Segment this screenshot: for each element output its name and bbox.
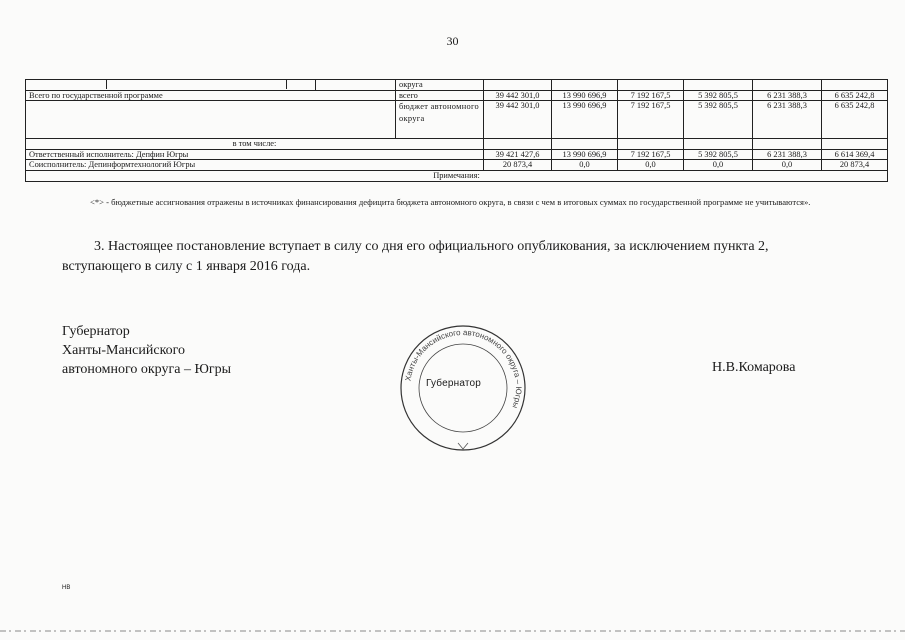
row-label: в том числе: [26, 139, 484, 150]
table-cell [618, 139, 684, 150]
table-cell: 7 192 167,5 [618, 149, 684, 160]
table-cell: 13 990 696,9 [552, 101, 618, 139]
row-label: Всего по государственной программе [26, 90, 396, 101]
signer-title-line: Губернатор [62, 324, 130, 339]
table-cell: 7 192 167,5 [618, 101, 684, 139]
table-row [26, 101, 888, 139]
signer-title [62, 322, 231, 379]
table-cell: 5 392 805,5 [684, 149, 753, 160]
table-cell: 0,0 [618, 160, 684, 171]
row-label: Соисполнитель: Депинформтехнологий Югры [26, 160, 484, 171]
table-row [26, 149, 888, 160]
row-label: Ответственный исполнитель: Депфин Югры [26, 149, 484, 160]
budget-table [25, 79, 888, 182]
notes-label: Примечания: [26, 170, 888, 181]
footnote: <*> - бюджетные ассигнования отражены в источниках финансирования дефицита бюджета автономного округа, в связи с чем в итоговых суммах по государственной программе не учитываются». [90, 197, 811, 207]
table-cell: 13 990 696,9 [552, 149, 618, 160]
row-label [26, 101, 396, 139]
seal-ring-text: Ханты-Мансийского автономного округа – Югры [403, 327, 524, 410]
table-cell: 5 392 805,5 [684, 90, 753, 101]
table-cell: 39 442 301,0 [484, 101, 552, 139]
signer-name: Н.В.Комарова [712, 360, 796, 375]
row-type: бюджет автономного округа [396, 101, 484, 139]
signer-title-line: автономного округа – Югры [62, 362, 231, 377]
table-cell: 0,0 [552, 160, 618, 171]
table-cell [753, 139, 822, 150]
table-row [26, 139, 888, 150]
table-cell: 13 990 696,9 [552, 90, 618, 101]
table-cell: 6 231 388,3 [753, 101, 822, 139]
table-cell [484, 80, 552, 91]
table-cell [484, 139, 552, 150]
table-cell: 6 231 388,3 [753, 149, 822, 160]
table-row [26, 160, 888, 171]
table-cell: 0,0 [753, 160, 822, 171]
table-cell: 20 873,4 [484, 160, 552, 171]
table-cell: 6 231 388,3 [753, 90, 822, 101]
table-cell: 20 873,4 [822, 160, 888, 171]
table-row [26, 90, 888, 101]
page-number: 30 [446, 34, 459, 48]
table-cell: 6 635 242,8 [822, 101, 888, 139]
table-cell: 7 192 167,5 [618, 90, 684, 101]
table-row [26, 170, 888, 181]
table-row [26, 80, 888, 91]
row-type: всего [396, 90, 484, 101]
table-cell: 39 442 301,0 [484, 90, 552, 101]
table-cell [552, 139, 618, 150]
table-cell [822, 139, 888, 150]
table-cell: 39 421 427,6 [484, 149, 552, 160]
seal-mark [458, 443, 468, 449]
table-cell [684, 80, 753, 91]
table-cell [753, 80, 822, 91]
table-cell: 6 614 369,4 [822, 149, 888, 160]
table-cell: 5 392 805,5 [684, 101, 753, 139]
table-cell: 0,0 [684, 160, 753, 171]
table-cell [684, 139, 753, 150]
seal-center-text: Губернатор [426, 378, 482, 389]
table-cell [822, 80, 888, 91]
table-cell: 6 635 242,8 [822, 90, 888, 101]
signer-title-line: Ханты-Мансийского [62, 343, 186, 358]
row-type: округа [396, 80, 484, 91]
scan-edge-line [0, 630, 905, 632]
row-label [26, 80, 316, 91]
table-cell [618, 80, 684, 91]
table-cell [552, 80, 618, 91]
clause-3: 3. Настоящее постановление вступает в силу со дня его официального опубликования, за исключением пункта 2, вступающего в силу с 1 января 2016 года. [62, 239, 769, 274]
document-ref: НВ [62, 585, 71, 591]
